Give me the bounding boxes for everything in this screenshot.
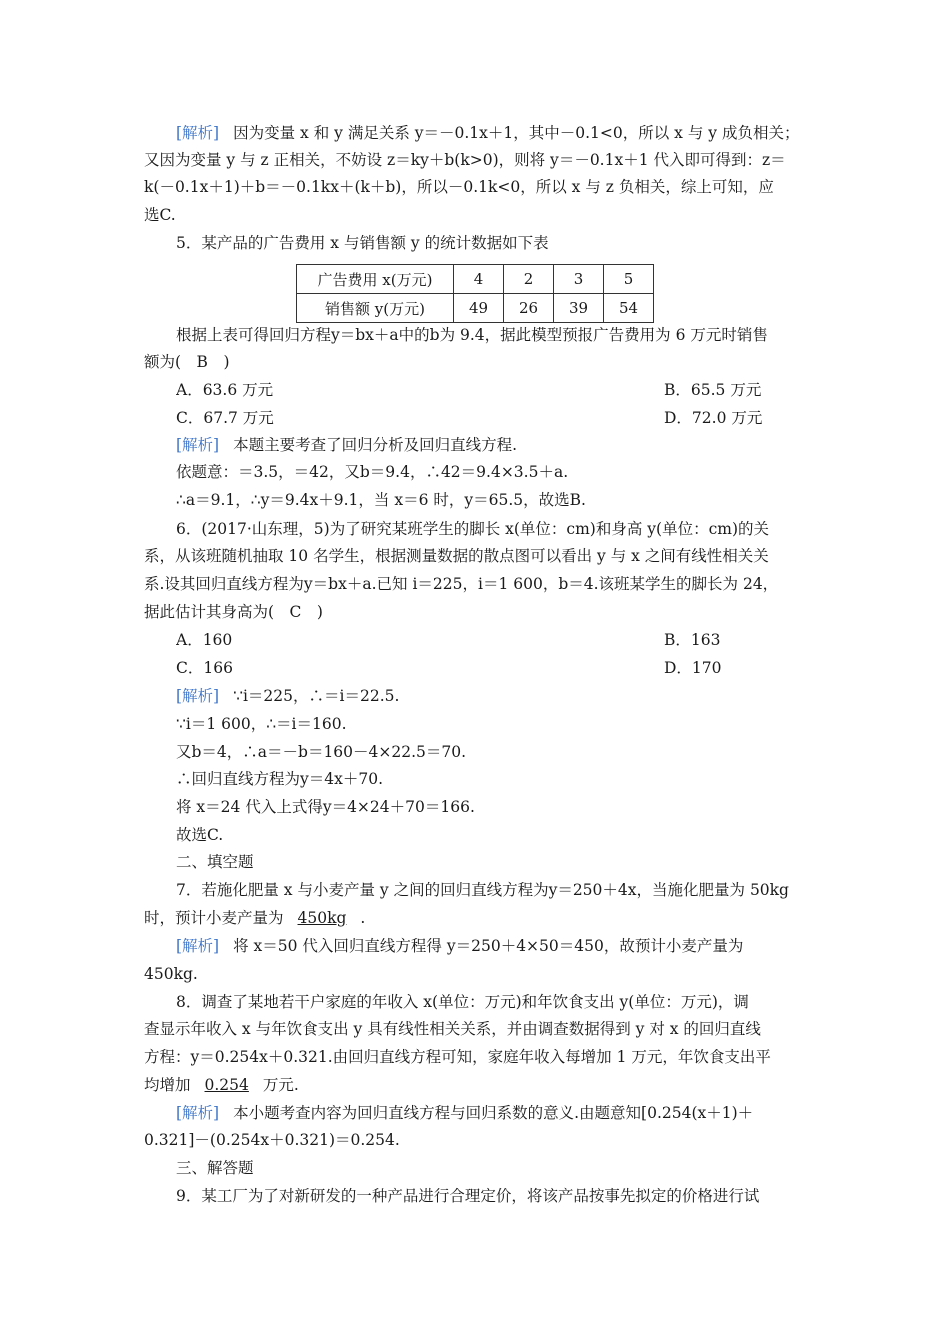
text-line (144, 905, 808, 931)
line-text: 本小题考查内容为回归直线方程与回归系数的意义.由题意知[0.254(x＋1)＋ (233, 1104, 754, 1122)
text-line: 依题意：＝3.5，＝42，又b＝9.4，∴42＝9.4×3.5＋a. (176, 463, 569, 481)
section-heading: 二、填空题 (176, 853, 254, 871)
text-line (144, 1072, 808, 1098)
option-a: A．160 (176, 631, 233, 649)
section-heading: 三、解答题 (176, 1159, 254, 1177)
table-cell: 39 (554, 294, 604, 323)
text-line: k(－0.1x＋1)＋b＝－0.1kx＋(k＋b)，所以－0.1k<0，所以 x 与 z 负相关，综上可知，应 (144, 178, 774, 196)
option-d: D．72.0 万元 (664, 409, 763, 427)
answer-blank: 450kg (297, 909, 347, 927)
option-c: C．166 (176, 659, 233, 677)
line-text: ∵i＝225，∴＝i＝22.5. (233, 687, 400, 705)
option-row (176, 655, 808, 681)
question-9-stem: 9．某工厂为了对新研发的一种产品进行合理定价，将该产品按事先拟定的价格进行试 (176, 1187, 760, 1205)
line-text: 时，预计小麦产量为 (144, 909, 284, 927)
text-line: 将 x＝24 代入上式得y＝4×24＋70＝166. (176, 798, 475, 816)
text-line (176, 1100, 808, 1126)
text-line: 系，从该班随机抽取 10 名学生，根据测量数据的散点图可以看出 y 与 x 之间有线性相关关 (144, 547, 769, 565)
question-7-stem: 7．若施化肥量 x 与小麦产量 y 之间的回归直线方程为y＝250＋4x，当施化肥量为 50kg (176, 881, 789, 899)
table-cell: 26 (504, 294, 554, 323)
line-text: 将 x＝50 代入回归直线方程得 y＝250＋4×50＝450，故预计小麦产量为 (233, 937, 744, 955)
table-row (297, 294, 654, 323)
text-line: 0.321]－(0.254x＋0.321)＝0.254. (144, 1131, 400, 1149)
text-line (176, 120, 808, 146)
text-line: ∵i＝1 600，∴＝i＝160. (176, 715, 347, 733)
text-line: 选C. (144, 206, 176, 224)
text-line: ∴回归直线方程为y＝4x＋70. (176, 770, 384, 788)
question-6-stem: 6．(2017·山东理，5)为了研究某班学生的脚长 x(单位：cm)和身高 y(单位：cm)的关 (176, 520, 769, 538)
text-line (176, 432, 808, 458)
answer-blank: 0.254 (204, 1076, 249, 1094)
analysis-tag: [解析] (176, 687, 220, 705)
analysis-tag: [解析] (176, 1104, 220, 1122)
option-b: B．163 (664, 631, 721, 649)
line-text: . (360, 909, 366, 927)
analysis-tag: [解析] (176, 436, 220, 454)
option-c: C．67.7 万元 (176, 409, 274, 427)
table-cell: 4 (454, 265, 504, 294)
table-cell: 2 (504, 265, 554, 294)
question-8-stem: 8．调查了某地若干户家庭的年收入 x(单位：万元)和年饮食支出 y(单位：万元)，调 (176, 993, 749, 1011)
option-row (176, 627, 808, 653)
question-5-stem: 5．某产品的广告费用 x 与销售额 y 的统计数据如下表 (176, 234, 549, 252)
option-b: B．65.5 万元 (664, 381, 762, 399)
table-cell: 54 (604, 294, 654, 323)
table-cell: 49 (454, 294, 504, 323)
option-row (176, 377, 808, 403)
option-d: D．170 (664, 659, 722, 677)
text-line: 方程：y＝0.254x＋0.321.由回归直线方程可知，家庭年收入每增加 1 万元，年饮食支出平 (144, 1048, 771, 1066)
text-line: 故选C. (176, 826, 224, 844)
line-text: 本题主要考查了回归分析及回归直线方程. (233, 436, 518, 454)
text-line: 系.设其回归直线方程为y＝bx＋a.已知 i＝225，i＝1 600，b＝4.该班某学生的脚长为 24， (144, 575, 779, 593)
option-a: A．63.6 万元 (176, 381, 274, 399)
text-line: 又因为变量 y 与 z 正相关，不妨设 z＝ky＋b(k>0)，则将 y＝－0.1x＋1 代入即可得到：z＝ (144, 151, 786, 169)
table-cell: 5 (604, 265, 654, 294)
analysis-tag: [解析] (176, 937, 220, 955)
text-line (176, 683, 808, 709)
line-text: 因为变量 x 和 y 满足关系 y＝－0.1x＋1，其中－0.1<0，所以 x 与 y 成负相关； (233, 124, 800, 142)
line-text: 万元. (262, 1076, 299, 1094)
table-cell: 销售额 y(万元) (297, 294, 454, 323)
stats-table (296, 264, 654, 323)
text-line: 查显示年收入 x 与年饮食支出 y 具有线性相关关系，并由调查数据得到 y 对 x 的回归直线 (144, 1020, 761, 1038)
analysis-tag: [解析] (176, 124, 220, 142)
text-line: 450kg. (144, 965, 198, 983)
table-cell: 广告费用 x(万元) (297, 265, 454, 294)
text-line: 额为( B ) (144, 353, 230, 371)
option-row (176, 405, 808, 431)
text-line: 据此估计其身高为( C ) (144, 603, 323, 621)
table-cell: 3 (554, 265, 604, 294)
text-line: ∴a＝9.1，∴y＝9.4x＋9.1，当 x＝6 时，y＝65.5，故选B. (176, 491, 586, 509)
text-line: 根据上表可得回归方程y＝bx＋a中的b为 9.4，据此模型预报广告费用为 6 万元时销售 (176, 326, 768, 344)
text-line (176, 933, 808, 959)
text-line: 又b＝4，∴a＝－b＝160－4×22.5＝70. (176, 743, 467, 761)
table-row (297, 265, 654, 294)
line-text: 均增加 (144, 1076, 191, 1094)
